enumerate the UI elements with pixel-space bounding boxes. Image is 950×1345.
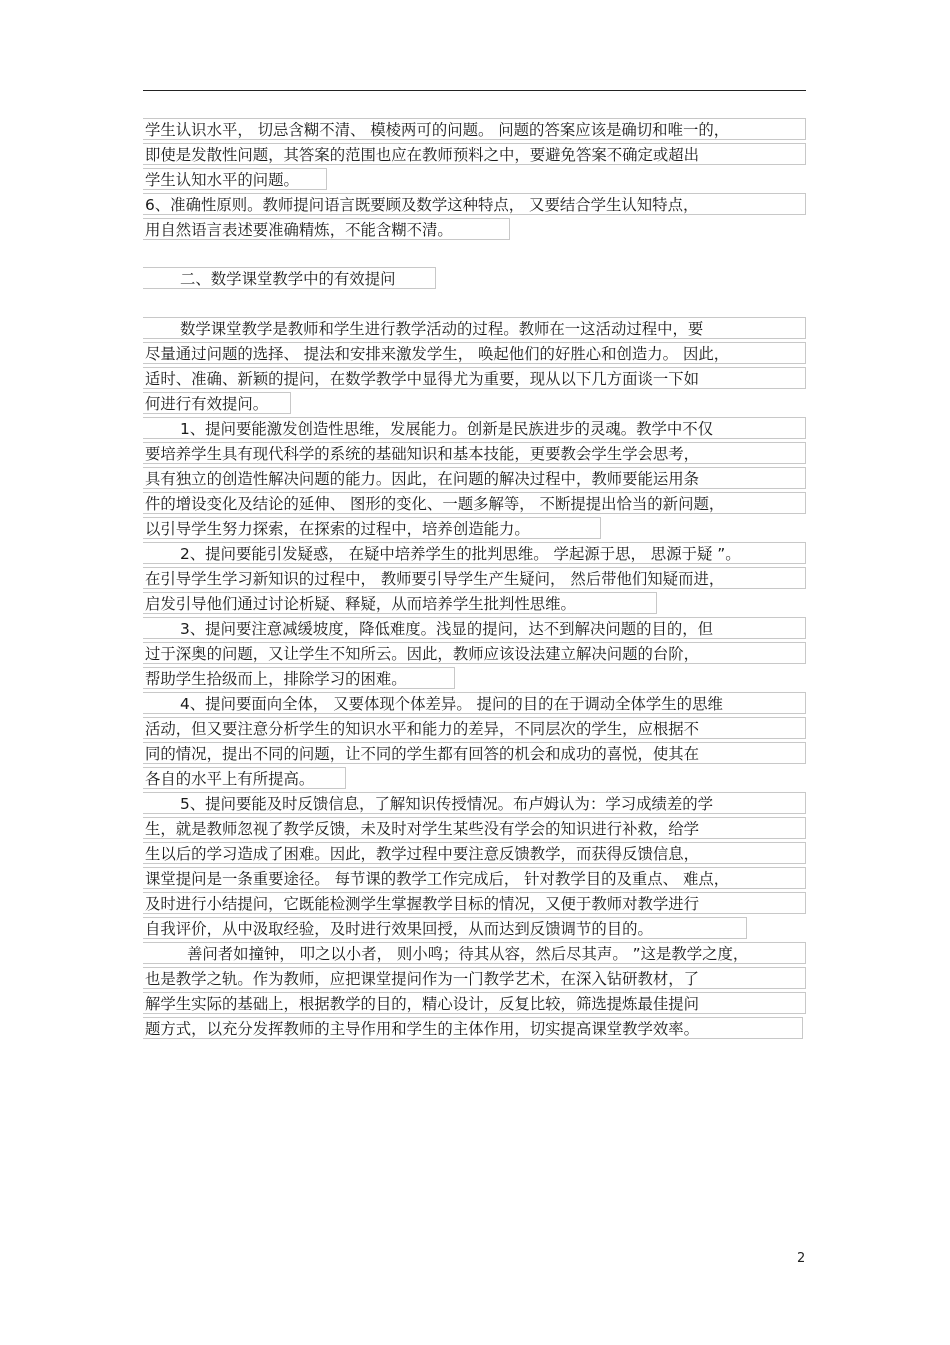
text-line: 及时进行小结提问，它既能检测学生掌握教学目标的情况，又便于教师对教学进行 bbox=[143, 892, 806, 914]
text-line: 要培养学生具有现代科学的系统的基础知识和基本技能，更要教会学生学会思考， bbox=[143, 442, 806, 464]
text-line: 善问者如撞钟， 叩之以小者， 则小鸣；待其从容，然后尽其声。 ”这是教学之度， bbox=[143, 942, 806, 964]
text-line: 何进行有效提问。 bbox=[143, 392, 291, 414]
text-line: 学生认知水平的问题。 bbox=[143, 168, 327, 190]
text-line: 用自然语言表述要准确精炼，不能含糊不清。 bbox=[143, 218, 510, 240]
text-line: 帮助学生拾级而上，排除学习的困难。 bbox=[143, 667, 455, 689]
text-line: 以引导学生努力探索，在探索的过程中，培养创造能力。 bbox=[143, 517, 601, 539]
text-line: 课堂提问是一条重要途径。 每节课的教学工作完成后， 针对教学目的及重点、 难点， bbox=[143, 867, 806, 889]
text-line: 数学课堂教学是教师和学生进行教学活动的过程。教师在一这活动过程中，要 bbox=[143, 317, 806, 339]
text-line: 在引导学生学习新知识的过程中， 教师要引导学生产生疑问， 然后带他们知疑而进， bbox=[143, 567, 806, 589]
text-line: 生以后的学习造成了困难。因此，教学过程中要注意反馈教学，而获得反馈信息， bbox=[143, 842, 806, 864]
text-line: 即使是发散性问题，其答案的范围也应在教师预料之中，要避免答案不确定或超出 bbox=[143, 143, 806, 165]
text-line: 尽量通过问题的选择、 提法和安排来激发学生， 唤起他们的好胜心和创造力。 因此， bbox=[143, 342, 806, 364]
text-line: 自我评价，从中汲取经验，及时进行效果回授，从而达到反馈调节的目的。 bbox=[143, 917, 747, 939]
text-line: 题方式，以充分发挥教师的主导作用和学生的主体作用，切实提高课堂教学效率。 bbox=[143, 1017, 803, 1039]
text-line: 过于深奥的问题，又让学生不知所云。因此，教师应该设法建立解决问题的台阶， bbox=[143, 642, 806, 664]
text-line: 各自的水平上有所提高。 bbox=[143, 767, 346, 789]
text-line: 启发引导他们通过讨论析疑、释疑，从而培养学生批判性思维。 bbox=[143, 592, 657, 614]
page-number: 2 bbox=[797, 1251, 806, 1266]
text-line: 解学生实际的基础上，根据教学的目的，精心设计，反复比较，筛选提炼最佳提问 bbox=[143, 992, 806, 1014]
text-line: 1、提问要能激发创造性思维，发展能力。创新是民族进步的灵魂。教学中不仅 bbox=[143, 417, 806, 439]
text-line: 也是教学之轨。作为教师，应把课堂提问作为一门教学艺术，在深入钻研教材，了 bbox=[143, 967, 806, 989]
section-heading: 二、数学课堂教学中的有效提问 bbox=[143, 267, 436, 289]
text-line: 件的增设变化及结论的延伸、 图形的变化、一题多解等， 不断提提出恰当的新问题， bbox=[143, 492, 806, 514]
text-line: 5、提问要能及时反馈信息，了解知识传授情况。布卢姆认为：学习成绩差的学 bbox=[143, 792, 806, 814]
text-line: 2、提问要能引发疑惑， 在疑中培养学生的批判思维。 学起源于思， 思源于疑 ”。 bbox=[143, 542, 806, 564]
text-line: 同的情况，提出不同的问题，让不同的学生都有回答的机会和成功的喜悦，使其在 bbox=[143, 742, 806, 764]
text-line: 4、提问要面向全体， 又要体现个体差异。 提问的目的在于调动全体学生的思维 bbox=[143, 692, 806, 714]
text-line: 具有独立的创造性解决问题的能力。因此，在问题的解决过程中，教师要能运用条 bbox=[143, 467, 806, 489]
text-line: 适时、准确、新颖的提问，在数学教学中显得尤为重要，现从以下几方面谈一下如 bbox=[143, 367, 806, 389]
text-line: 生，就是教师忽视了教学反馈，未及时对学生某些没有学会的知识进行补救，给学 bbox=[143, 817, 806, 839]
header-rule bbox=[143, 90, 806, 91]
text-line: 6、准确性原则。教师提问语言既要顾及数学这种特点， 又要结合学生认知特点， bbox=[143, 193, 806, 215]
text-line: 3、提问要注意减缓坡度，降低难度。浅显的提问，达不到解决问题的目的，但 bbox=[143, 617, 806, 639]
text-line: 活动，但又要注意分析学生的知识水平和能力的差异，不同层次的学生，应根据不 bbox=[143, 717, 806, 739]
text-line: 学生认识水平， 切忌含糊不清、 模棱两可的问题。 问题的答案应该是确切和唯一的， bbox=[143, 118, 806, 140]
